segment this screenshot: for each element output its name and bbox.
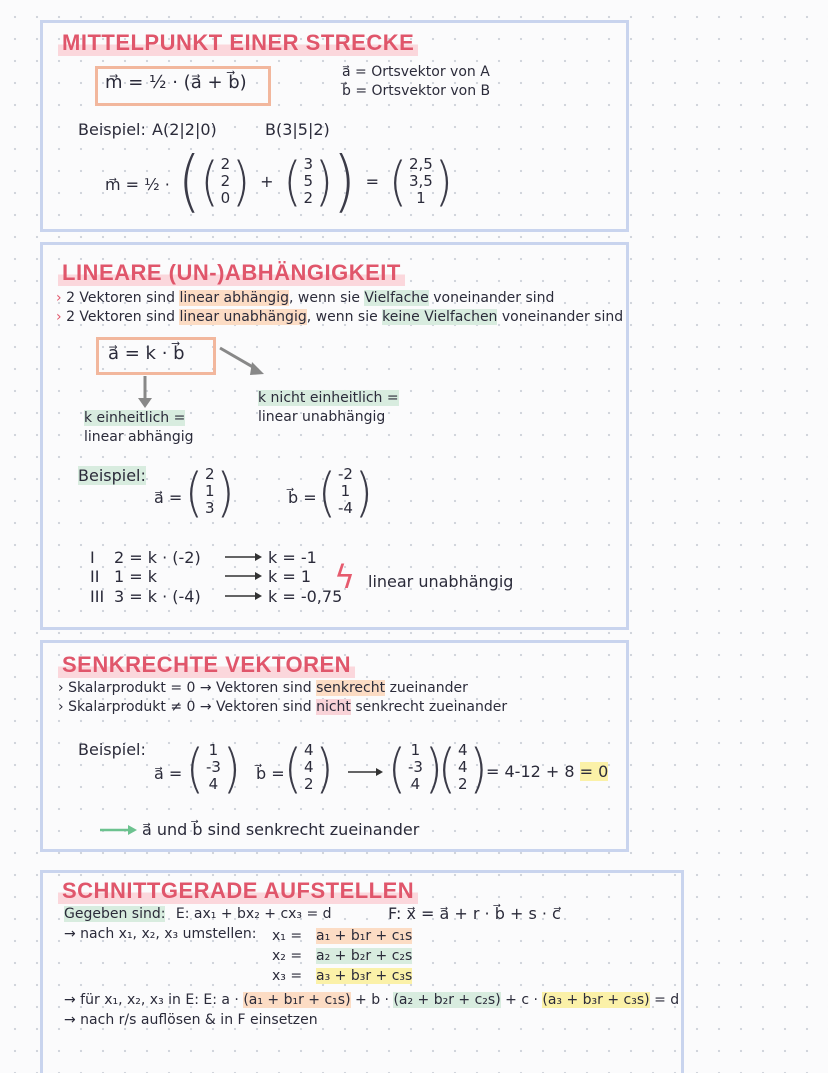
x3-expr: a₃ + b₃r + c₃s [316, 968, 413, 984]
row-2-eq: 1 = k [114, 567, 158, 586]
perpendicular-title: SENKRECHTE VEKTOREN [58, 652, 355, 678]
x2-expr: a₂ + b₂r + c₂s [316, 948, 413, 964]
vec-entry: 1 [208, 741, 219, 759]
legend-a: a⃗ = Ortsvektor von A [342, 64, 490, 80]
midpoint-outer-bracket: ( ( 2 2 0 ) + ( 3 5 2 ) ) = ( 2,5 3,5 1 ) [178, 141, 453, 221]
vec-entry: -2 [337, 465, 353, 483]
vec-entry: 1 [410, 741, 421, 759]
vec-entry: 4 [303, 741, 314, 759]
vec-entry: -3 [205, 758, 221, 776]
plus-sign: + [260, 171, 274, 191]
perp-conclusion: a⃗ und b⃗ sind senkrecht zueinander [142, 820, 420, 839]
row-3-eq: 3 = k · (-4) [114, 587, 201, 606]
perp-product-vec-b: ( 4 4 2 ) [438, 736, 488, 799]
lightning-icon: ϟ [334, 558, 356, 596]
vec-entry: 4 [457, 741, 468, 759]
green-arrow-head [128, 825, 137, 835]
vec-entry: 4 [410, 775, 421, 793]
perp-b-label: b⃗ = [256, 764, 285, 783]
row-2-res: k = 1 [268, 567, 312, 586]
point-a: A(2|2|0) [152, 120, 217, 139]
linear-title: LINEARE (UN-)ABHÄNGIGKEIT [58, 260, 405, 286]
x3-label: x₃ = [272, 968, 303, 984]
arrow-to-product-head [376, 768, 383, 776]
linear-b-label: b⃗ = [288, 488, 317, 507]
perp-vec-a: ( 1 -3 4 ) [186, 736, 241, 799]
legend-b: b⃗ = Ortsvektor von B [342, 83, 491, 99]
perp-a-label: a⃗ = [154, 764, 183, 783]
vec-entry: 5 [303, 171, 313, 190]
case-right-1: k nicht einheitlich = [258, 390, 399, 406]
vec-entry: -4 [337, 499, 353, 517]
vec-entry: 1 [204, 482, 215, 500]
perp-product-vec-a: ( 1 -3 4 ) [388, 736, 443, 799]
step-2: → für x₁, x₂, x₃ in E: E: a · (a₁ + b₁r + c₁s) + b · (a₂ + b₂r + c₂s) + c · (a₃ + b₃r + c₃s) = d [64, 992, 680, 1008]
perp-bullet-1: › Skalarprodukt = 0 → Vektoren sind senkrecht zueinander [58, 680, 468, 696]
midpoint-m-prefix: m⃗ = ½ · [105, 175, 170, 194]
x1-expr: a₁ + b₁r + c₁s [316, 928, 413, 944]
row-3-num: III [90, 587, 105, 606]
equals-sign: = [365, 171, 379, 191]
point-b: B(3|5|2) [265, 120, 330, 139]
vec-entry: -3 [407, 758, 423, 776]
linear-a-label: a⃗ = [154, 488, 183, 507]
row-1-num: I [90, 548, 95, 567]
linear-bullet-2: › 2 Vektoren sind linear unabhängig, wenn sie keine Vielfachen voneinander sind [56, 309, 624, 325]
row-1-eq: 2 = k · (-2) [114, 548, 201, 567]
linear-formula: a⃗ = k · b⃗ [108, 343, 185, 364]
step-1: → nach x₁, x₂, x₃ umstellen: [64, 926, 257, 942]
row-2-num: II [90, 567, 100, 586]
case-left-1: k einheitlich = [84, 410, 186, 426]
perp-calc-result: = 0 [579, 762, 609, 781]
linear-conclusion: linear unabhängig [368, 572, 514, 591]
vec-entry: 1 [340, 482, 351, 500]
linear-bullet-1: › 2 Vektoren sind linear abhängig, wenn sie Vielfache voneinander sind [56, 290, 555, 306]
row-3-res: k = -0,75 [268, 587, 343, 606]
x2-label: x₂ = [272, 948, 303, 964]
perp-vec-b: ( 4 4 2 ) [284, 736, 334, 799]
vec-entry: 0 [220, 188, 231, 207]
midpoint-example-label: Beispiel: [78, 120, 146, 139]
perp-bullet-2: › Skalarprodukt ≠ 0 → Vektoren sind nicht senkrecht zueinander [58, 699, 508, 715]
vec-entry: 2 [220, 171, 231, 190]
x1-label: x₁ = [272, 928, 303, 944]
vec-entry: 2 [303, 188, 313, 207]
linear-vec-a: ( 2 1 3 ) [185, 460, 235, 523]
linear-vec-b: ( -2 1 -4 ) [318, 460, 373, 523]
vec-entry: 2 [457, 775, 468, 793]
vec-entry: 4 [208, 775, 219, 793]
plane-f: F: x⃗ = a⃗ + r · b⃗ + s · c⃗ [388, 904, 561, 923]
vec-entry: 3,5 [408, 171, 433, 190]
perp-calc: = 4-12 + 8 = 0 [486, 762, 609, 781]
midpoint-title: MITTELPUNKT EINER STRECKE [58, 30, 418, 56]
perp-example-label: Beispiel: [78, 740, 146, 759]
vec-entry: 2 [204, 465, 215, 483]
vec-entry: 4 [303, 758, 314, 776]
intersection-title: SCHNITTGERADE AUFSTELLEN [58, 878, 418, 904]
vec-entry: 2 [303, 775, 314, 793]
linear-example-label: Beispiel: [78, 466, 146, 485]
step-3: → nach r/s auflösen & in F einsetzen [64, 1012, 318, 1028]
vec-entry: 3 [204, 499, 215, 517]
vec-entry: 3 [303, 154, 313, 173]
vec-entry: 1 [416, 188, 426, 207]
case-right-2: linear unabhängig [258, 409, 386, 425]
row-1-res: k = -1 [268, 548, 317, 567]
midpoint-formula: m⃗ = ½ · (a⃗ + b⃗) [105, 72, 247, 93]
vec-entry: 2,5 [408, 154, 433, 173]
vec-entry: 4 [457, 758, 468, 776]
given-line: Gegeben sind: E: ax₁ + bx₂ + cx₃ = d [64, 906, 332, 922]
case-left-2: linear abhängig [84, 429, 194, 445]
vec-entry: 2 [220, 154, 231, 173]
